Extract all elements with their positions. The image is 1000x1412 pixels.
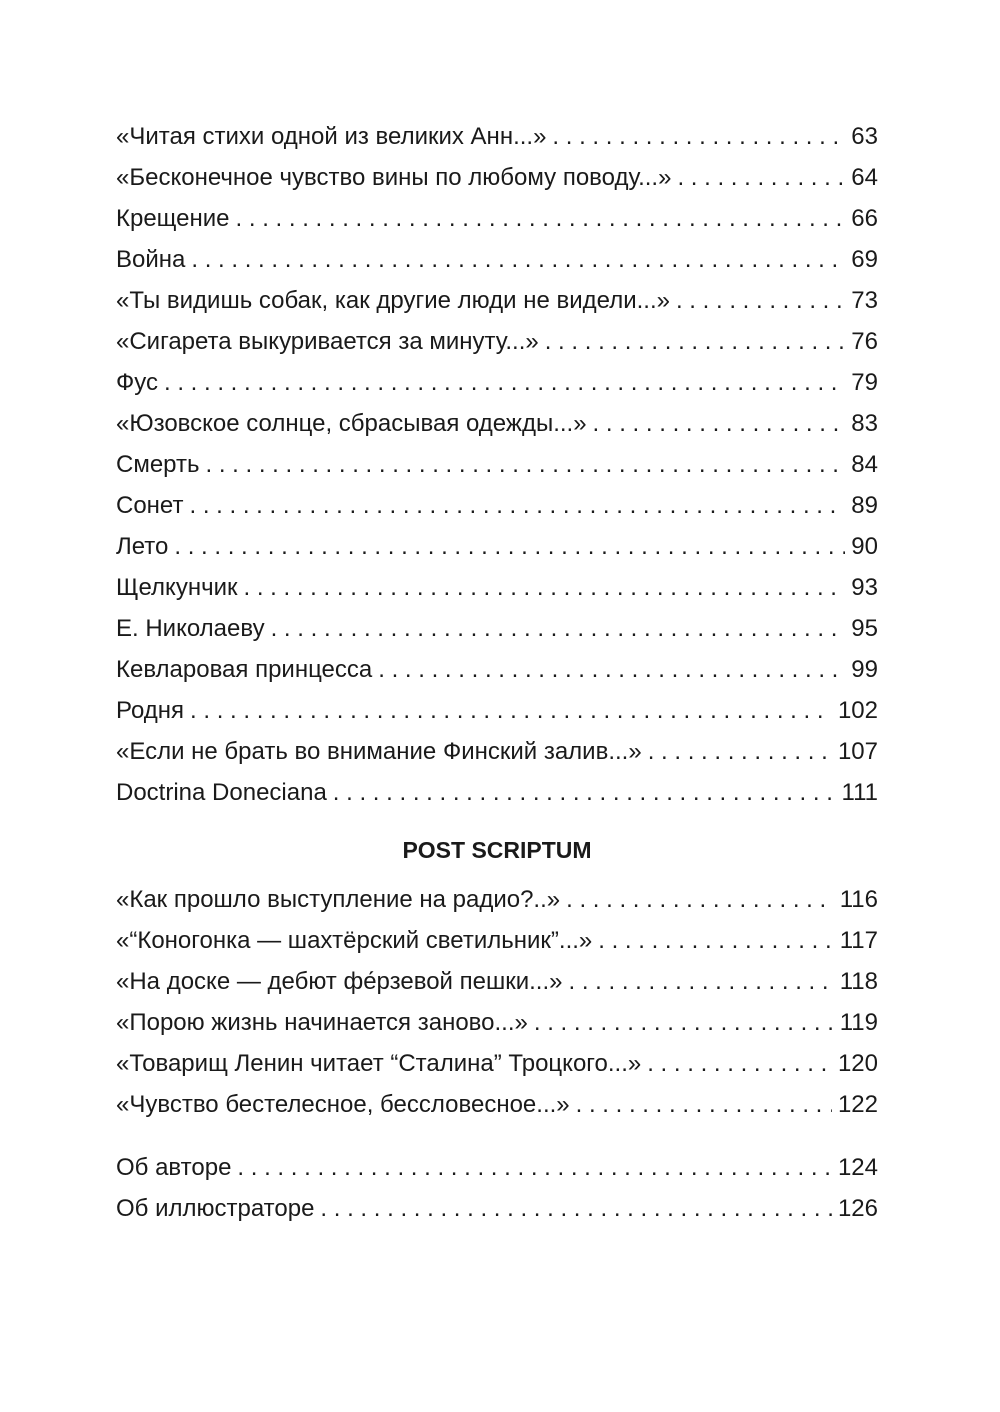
dot-leader (164, 362, 845, 403)
toc-entry[interactable] (116, 485, 878, 526)
toc-entry[interactable] (116, 961, 878, 1002)
toc-entry-page-number: 111 (841, 779, 878, 806)
toc-entry-page-number: 79 (851, 369, 878, 396)
toc-entry-title: «На доске — дебют фе́рзевой пешки...» (116, 968, 563, 995)
toc-entry[interactable] (116, 444, 878, 485)
toc-entry-title: Об авторе (116, 1154, 232, 1181)
dot-leader (593, 403, 846, 444)
toc-entry-page-number: 124 (837, 1154, 878, 1181)
toc-entry-page-number: 69 (851, 246, 878, 273)
toc-entry[interactable] (116, 879, 878, 920)
dot-leader (244, 567, 846, 608)
dot-leader (566, 879, 834, 920)
toc-entry[interactable] (116, 1084, 878, 1125)
toc-entry[interactable] (116, 1188, 878, 1229)
toc-entry-page-number: 64 (851, 164, 878, 191)
toc-entry[interactable] (116, 608, 878, 649)
toc-entry-title: «Чувство бестелесное, бессловесное...» (116, 1091, 570, 1118)
toc-entry[interactable] (116, 649, 878, 690)
toc-entry-page-number: 93 (851, 574, 878, 601)
dot-leader (545, 321, 846, 362)
dot-leader (206, 444, 846, 485)
dot-leader (174, 526, 845, 567)
dot-leader (676, 280, 845, 321)
dot-leader (677, 157, 845, 198)
toc-entry-page-number: 84 (851, 451, 878, 478)
toc-entry-page-number: 122 (837, 1091, 878, 1118)
dot-leader (333, 772, 836, 813)
toc-entry-page-number: 95 (851, 615, 878, 642)
toc-entry[interactable] (116, 731, 878, 772)
toc-entry[interactable] (116, 1002, 878, 1043)
toc-entry[interactable] (116, 403, 878, 444)
toc-entry-page-number: 120 (837, 1050, 878, 1077)
dot-leader (598, 920, 833, 961)
dot-leader (237, 1147, 832, 1188)
toc-entry-title: Крещение (116, 205, 230, 232)
toc-main-list (116, 116, 878, 813)
toc-entry[interactable] (116, 1147, 878, 1188)
toc-entry-page-number: 89 (851, 492, 878, 519)
toc-entry-title: «Товарищ Ленин читает “Сталина” Троцкого...» (116, 1050, 642, 1077)
toc-entry-page-number: 119 (839, 1009, 878, 1036)
dot-leader (378, 649, 845, 690)
toc-entry[interactable] (116, 157, 878, 198)
dot-leader (647, 1043, 832, 1084)
toc-entry-title: «Порою жизнь начинается заново...» (116, 1009, 528, 1036)
toc-entry-page-number: 83 (851, 410, 878, 437)
toc-entry-title: Е. Николаеву (116, 615, 265, 642)
toc-entry[interactable] (116, 526, 878, 567)
toc-entry-title: Родня (116, 697, 185, 724)
toc-entry-title: «Читая стихи одной из великих Анн...» (116, 123, 547, 150)
toc-entry-title: Фус (116, 369, 158, 396)
toc-entry-page-number: 66 (851, 205, 878, 232)
toc-entry-title: «Ты видишь собак, как другие люди не видели...» (116, 287, 670, 314)
toc-entry-title: «“Коногонка — шахтёрский светильник”...» (116, 927, 593, 954)
toc-entry-title: Кевларовая принцесса (116, 656, 373, 683)
dot-leader (191, 239, 845, 280)
toc-entry[interactable] (116, 198, 878, 239)
dot-leader (190, 690, 832, 731)
toc-entry[interactable] (116, 1043, 878, 1084)
toc-entry-title: «Если не брать во внимание Финский залив...» (116, 738, 642, 765)
dot-leader (568, 961, 833, 1002)
toc-entry-title: «Как прошло выступление на радио?..» (116, 886, 561, 913)
toc-entry-title: Об иллюстраторе (116, 1195, 315, 1222)
dot-leader (320, 1188, 832, 1229)
toc-entry[interactable] (116, 567, 878, 608)
toc-entry-page-number: 126 (837, 1195, 878, 1222)
toc-entry[interactable] (116, 280, 878, 321)
toc-postscriptum-list (116, 879, 878, 1125)
toc-entry-page-number: 63 (851, 123, 878, 150)
toc-entry-page-number: 117 (839, 927, 878, 954)
divider-space (116, 1125, 878, 1147)
dot-leader (236, 198, 846, 239)
toc-entry[interactable] (116, 116, 878, 157)
toc-entry[interactable] (116, 772, 878, 813)
toc-entry-page-number: 90 (851, 533, 878, 560)
dot-leader (189, 485, 845, 526)
toc-entry-page-number: 73 (851, 287, 878, 314)
toc-entry-title: Смерть (116, 451, 200, 478)
dot-leader (648, 731, 832, 772)
dot-leader (271, 608, 846, 649)
dot-leader (552, 116, 845, 157)
toc-entry-title: «Бесконечное чувство вины по любому поводу...» (116, 164, 672, 191)
toc-entry-page-number: 76 (851, 328, 878, 355)
toc-entry-title: Лето (116, 533, 169, 560)
toc-entry[interactable] (116, 321, 878, 362)
toc-entry-page-number: 116 (839, 886, 878, 913)
toc-entry-page-number: 99 (851, 656, 878, 683)
toc-entry-page-number: 107 (837, 738, 878, 765)
toc-entry-title: «Юзовское солнце, сбрасывая одежды...» (116, 410, 587, 437)
dot-leader (576, 1084, 832, 1125)
toc-entry-page-number: 118 (839, 968, 878, 995)
section-heading: POST SCRIPTUM (402, 837, 592, 863)
toc-entry-title: Война (116, 246, 186, 273)
dot-leader (534, 1002, 834, 1043)
toc-entry-title: Doctrina Doneciana (116, 779, 327, 806)
toc-entry-title: Щелкунчик (116, 574, 238, 601)
toc-entry[interactable] (116, 362, 878, 403)
toc-entry-page-number: 102 (837, 697, 878, 724)
toc-entry-title: Сонет (116, 492, 184, 519)
toc-appendix-list (116, 1147, 878, 1229)
toc-entry[interactable] (116, 920, 878, 961)
toc-entry[interactable] (116, 690, 878, 731)
toc-entry-title: «Сигарета выкуривается за минуту...» (116, 328, 539, 355)
table-of-contents (116, 116, 878, 1229)
toc-entry[interactable] (116, 239, 878, 280)
